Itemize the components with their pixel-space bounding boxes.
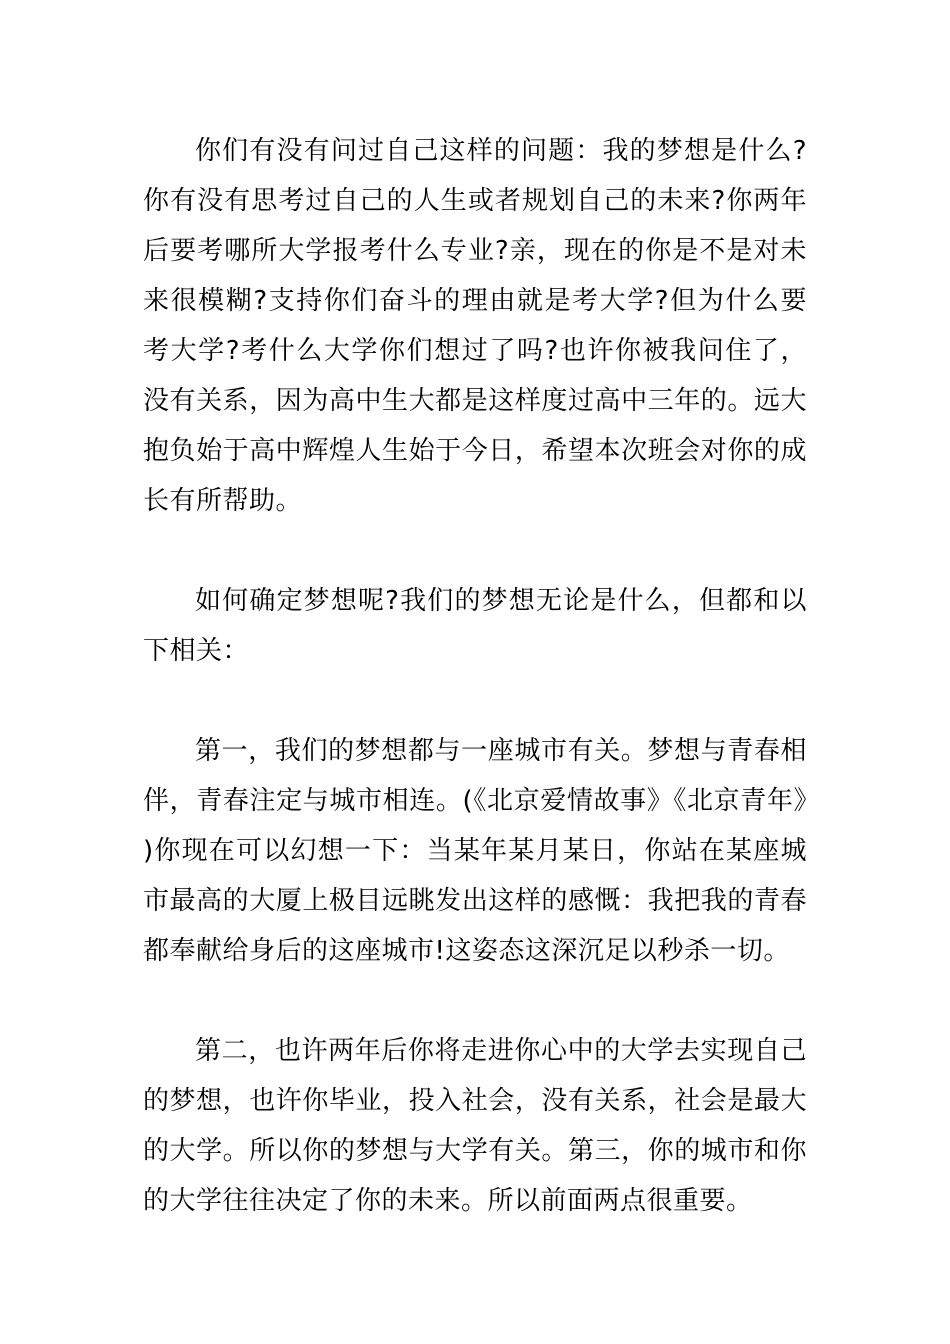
paragraph-first-point: 第一，我们的梦想都与一座城市有关。梦想与青春相伴，青春注定与城市相连。(《北京爱情故事》《北京青年》)你现在可以幻想一下：当某年某月某日，你站在某座城市最高的大厦上极目远眺发出这样的感慨：我把我的青春都奉献给身后的这座城市!这姿态这深沉足以秒杀一切。 [143, 736, 807, 966]
paragraph-second-point: 第二，也许两年后你将走进你心中的大学去实现自己的梦想，也许你毕业，投入社会，没有关系，社会是最大的大学。所以你的梦想与大学有关。第三，你的城市和你的大学往往决定了你的未来。所以前面两点很重要。 [143, 1036, 807, 1216]
document-body [143, 126, 807, 1226]
paragraph-how-to-define-dream: 如何确定梦想呢?我们的梦想无论是什么，但都和以下相关： [143, 586, 807, 666]
paragraph-intro: 你们有没有问过自己这样的问题：我的梦想是什么?你有没有思考过自己的人生或者规划自己的未来?你两年后要考哪所大学报考什么专业?亲，现在的你是不是对未来很模糊?支持你们奋斗的理由就是考大学?但为什么要考大学?考什么大学你们想过了吗?也许你被我问住了，没有关系，因为高中生大都是这样度过高中三年的。远大抱负始于高中辉煌人生始于今日，希望本次班会对你的成长有所帮助。 [143, 136, 807, 516]
